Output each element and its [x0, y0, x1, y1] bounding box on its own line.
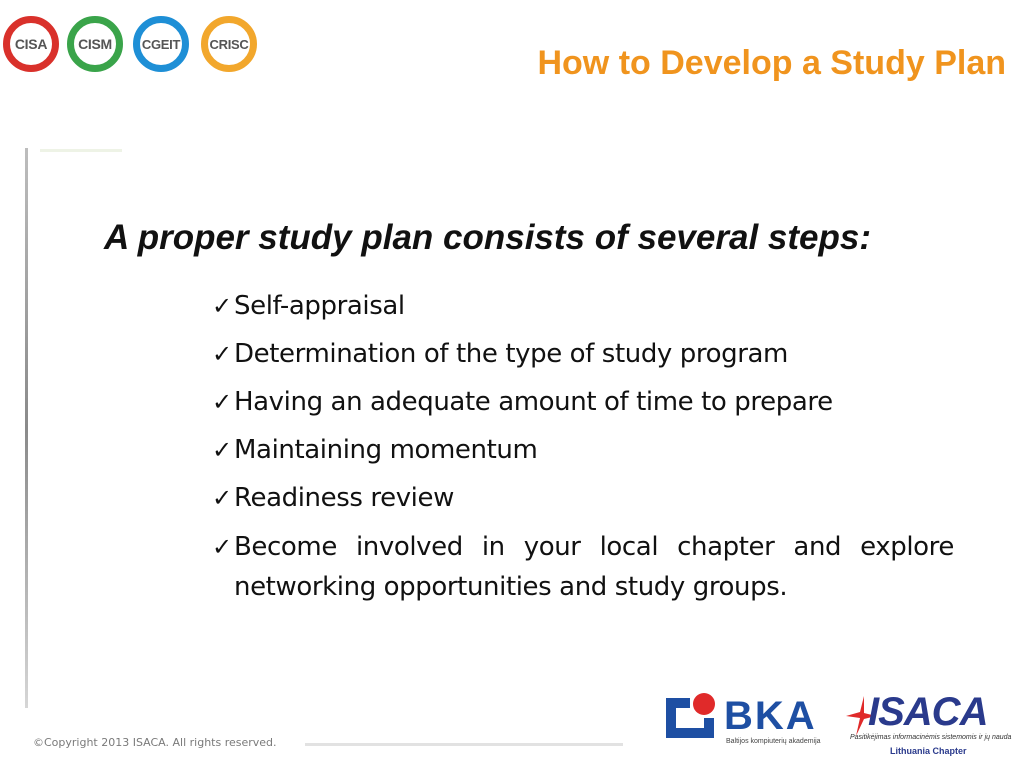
bka-wordmark: BKA	[724, 694, 817, 738]
list-item	[214, 431, 954, 469]
isaca-wordmark: ISACA	[868, 690, 988, 734]
step-text: Determination of the type of study program	[234, 339, 788, 369]
cgeit-logo	[133, 16, 189, 72]
isaca-logo	[846, 688, 1012, 764]
bka-logo	[660, 688, 840, 752]
copyright-notice: ©Copyright 2013 ISACA. All rights reserved.	[33, 736, 277, 749]
cisa-logo	[3, 16, 59, 72]
step-text: Readiness review	[234, 483, 454, 513]
checkmark-icon: ✓	[212, 484, 232, 512]
list-item	[214, 479, 954, 517]
left-accent-line	[40, 149, 122, 152]
slide-title: How to Develop a Study Plan	[537, 44, 1006, 82]
cism-logo-label: CISM	[78, 36, 112, 52]
list-item	[214, 383, 954, 421]
section-heading: A proper study plan consists of several steps:	[104, 218, 871, 257]
step-text: Self-appraisal	[234, 291, 405, 321]
left-divider	[25, 148, 28, 708]
checkmark-icon: ✓	[212, 533, 232, 561]
step-text: Maintaining momentum	[234, 435, 538, 465]
list-item	[214, 287, 954, 325]
cgeit-logo-label: CGEIT	[141, 36, 181, 52]
checkmark-icon: ✓	[212, 436, 232, 464]
cism-logo	[67, 16, 123, 72]
checkmark-icon: ✓	[212, 292, 232, 320]
steps-list	[214, 287, 954, 617]
footer-divider	[305, 743, 623, 746]
certification-logos	[3, 16, 273, 82]
crisc-logo-label: CRISC	[209, 36, 249, 52]
crisc-logo	[201, 16, 257, 72]
step-text: Become involved in your local chapter and explore networking opportunities and study groups.	[234, 532, 954, 602]
cisa-logo-label: CISA	[14, 36, 48, 52]
list-item	[214, 527, 954, 607]
checkmark-icon: ✓	[212, 340, 232, 368]
isaca-chapter-label: Lithuania Chapter	[890, 746, 967, 756]
checkmark-icon: ✓	[212, 388, 232, 416]
bka-tagline: Baltijos kompiuterių akademija	[726, 738, 821, 745]
step-text: Having an adequate amount of time to prepare	[234, 387, 833, 417]
bka-mark-icon	[660, 690, 722, 744]
isaca-tagline: Pasitikėjimas informacinėmis sistemomis ir jų nauda	[850, 734, 1012, 741]
list-item	[214, 335, 954, 373]
